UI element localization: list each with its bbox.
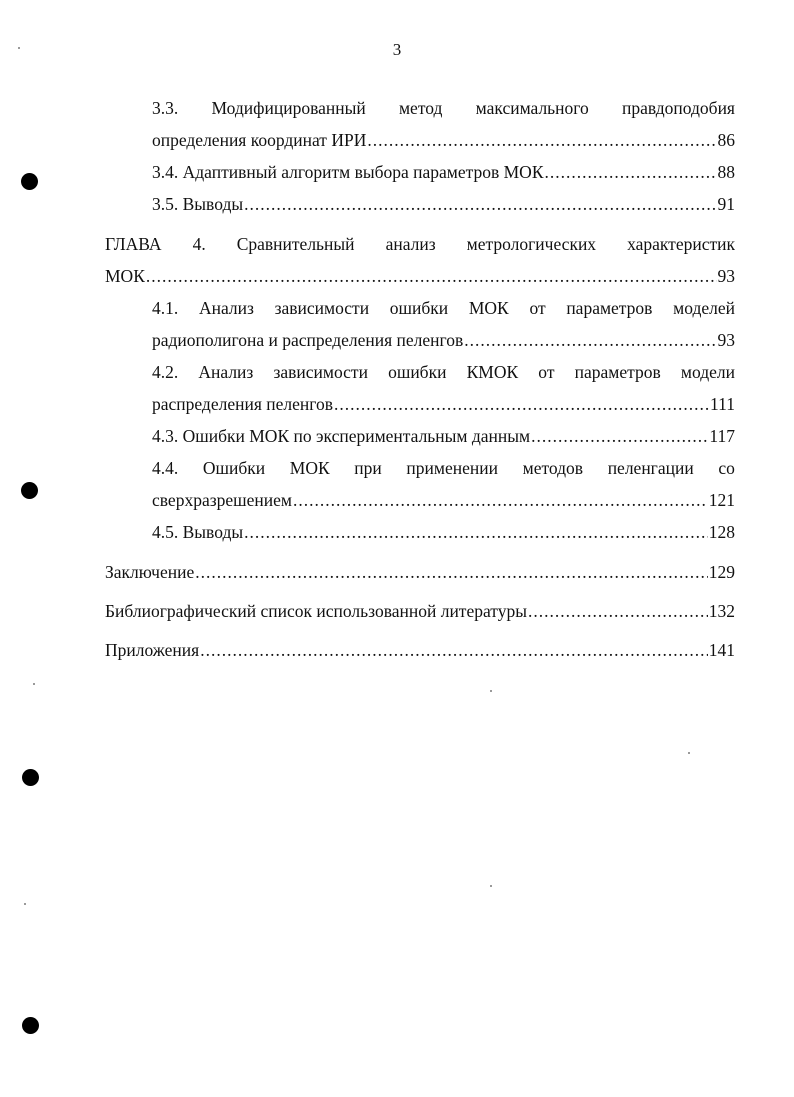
toc-word: 4.2.	[152, 362, 179, 382]
toc-entry-3-4	[152, 160, 735, 184]
toc-leader-dots	[200, 638, 708, 662]
toc-word: МОК	[468, 298, 509, 318]
toc-entry-4-1-line1	[152, 296, 735, 320]
toc-word: зависимости	[274, 298, 370, 318]
toc-leader-dots	[293, 488, 708, 512]
toc-word: ГЛАВА	[105, 234, 162, 254]
toc-entry-text: определения координат ИРИ	[152, 130, 367, 150]
toc-leader-dots	[531, 424, 708, 448]
toc-entry-3-3-line2	[152, 128, 735, 152]
toc-entry-4-3	[152, 424, 735, 448]
page-number: 3	[392, 40, 402, 59]
scan-speck	[18, 47, 20, 49]
toc-word: Анализ	[198, 298, 254, 318]
punch-hole	[21, 482, 38, 499]
toc-page-number: 128	[708, 522, 735, 542]
toc-leader-dots	[464, 328, 716, 352]
toc-entry-4-1-line2	[152, 328, 735, 352]
toc-leader-dots	[367, 128, 716, 152]
toc-entry-text: радиополигона и распределения пеленгов	[152, 330, 464, 350]
toc-leader-dots	[146, 264, 717, 288]
toc-word: Анализ	[198, 362, 254, 382]
toc-word: характеристик	[627, 234, 735, 254]
toc-entry-text: сверхразрешением	[152, 490, 292, 510]
toc-word: Сравнительный	[236, 234, 355, 254]
toc-entry-text: 4.3. Ошибки МОК по экспериментальным данным	[152, 426, 531, 446]
toc-entry-4-5	[152, 520, 735, 544]
toc-word: КМОК	[466, 362, 519, 382]
toc-word: метрологических	[466, 234, 597, 254]
toc-chapter-4-line2	[105, 264, 735, 288]
toc-page-number: 93	[717, 330, 735, 350]
toc-entry-text: Заключение	[105, 562, 195, 582]
toc-page-number: 111	[710, 394, 735, 414]
toc-entry-4-2-line2	[152, 392, 735, 416]
toc-entry-text: 4.5. Выводы	[152, 522, 244, 542]
toc-word: максимального	[475, 98, 589, 118]
scan-speck	[24, 903, 26, 905]
toc-page-number: 91	[717, 194, 735, 214]
toc-entry-3-5	[152, 192, 735, 216]
toc-page-number: 86	[717, 130, 735, 150]
toc-word: Модифицированный	[211, 98, 366, 118]
toc-word: Ошибки	[202, 458, 266, 478]
toc-entry-appendices	[105, 638, 735, 662]
toc-page-number: 141	[708, 640, 735, 660]
toc-word: применении	[406, 458, 498, 478]
punch-hole	[21, 173, 38, 190]
toc-entry-text: Приложения	[105, 640, 200, 660]
toc-page-number: 132	[708, 601, 735, 621]
toc-word: параметров	[574, 362, 661, 382]
toc-page-number: 129	[708, 562, 735, 582]
toc-entry-conclusion	[105, 560, 735, 584]
toc-entry-4-2-line1	[152, 360, 735, 384]
toc-leader-dots	[244, 520, 708, 544]
toc-word: пеленгации	[607, 458, 694, 478]
toc-chapter-4-line1	[105, 232, 735, 256]
toc-entry-4-4-line2	[152, 488, 735, 512]
toc-word: от	[529, 298, 546, 318]
toc-entry-bibliography	[105, 599, 735, 623]
toc-word: МОК	[289, 458, 330, 478]
toc-word: 3.3.	[152, 98, 179, 118]
scan-speck	[490, 690, 492, 692]
toc-word: со	[718, 458, 735, 478]
toc-entry-text: распределения пеленгов	[152, 394, 334, 414]
toc-entry-4-4-line1	[152, 456, 735, 480]
toc-word: ошибки	[388, 362, 447, 382]
toc-word: зависимости	[273, 362, 368, 382]
toc-entry-text: МОК	[105, 266, 145, 286]
toc-page-number: 117	[709, 426, 735, 446]
toc-word: модели	[680, 362, 735, 382]
toc-leader-dots	[528, 599, 708, 623]
toc-leader-dots	[195, 560, 708, 584]
punch-hole	[22, 769, 39, 786]
toc-word: метод	[398, 98, 443, 118]
toc-word: от	[538, 362, 555, 382]
toc-leader-dots	[545, 160, 717, 184]
toc-page-number: 121	[708, 490, 735, 510]
toc-page-number: 93	[717, 266, 735, 286]
scan-speck	[490, 885, 492, 887]
toc-word: параметров	[566, 298, 653, 318]
toc-entry-3-3-line1	[152, 96, 735, 120]
toc-word: при	[354, 458, 382, 478]
scan-speck	[33, 683, 35, 685]
punch-hole	[22, 1017, 39, 1034]
toc-word: моделей	[673, 298, 735, 318]
scan-speck	[688, 752, 690, 754]
toc-word: ошибки	[389, 298, 449, 318]
toc-word: 4.	[192, 234, 206, 254]
toc-entry-text: 3.5. Выводы	[152, 194, 244, 214]
toc-page-number: 88	[717, 162, 735, 182]
toc-word: 4.1.	[152, 298, 179, 318]
toc-leader-dots	[334, 392, 709, 416]
toc-leader-dots	[244, 192, 716, 216]
toc-word: правдоподобия	[622, 98, 735, 118]
toc-word: анализ	[385, 234, 436, 254]
toc-entry-text: 3.4. Адаптивный алгоритм выбора параметров МОК	[152, 162, 544, 182]
toc-word: методов	[522, 458, 584, 478]
toc-word: 4.4.	[152, 458, 179, 478]
toc-entry-text: Библиографический список использованной литературы	[105, 601, 527, 621]
